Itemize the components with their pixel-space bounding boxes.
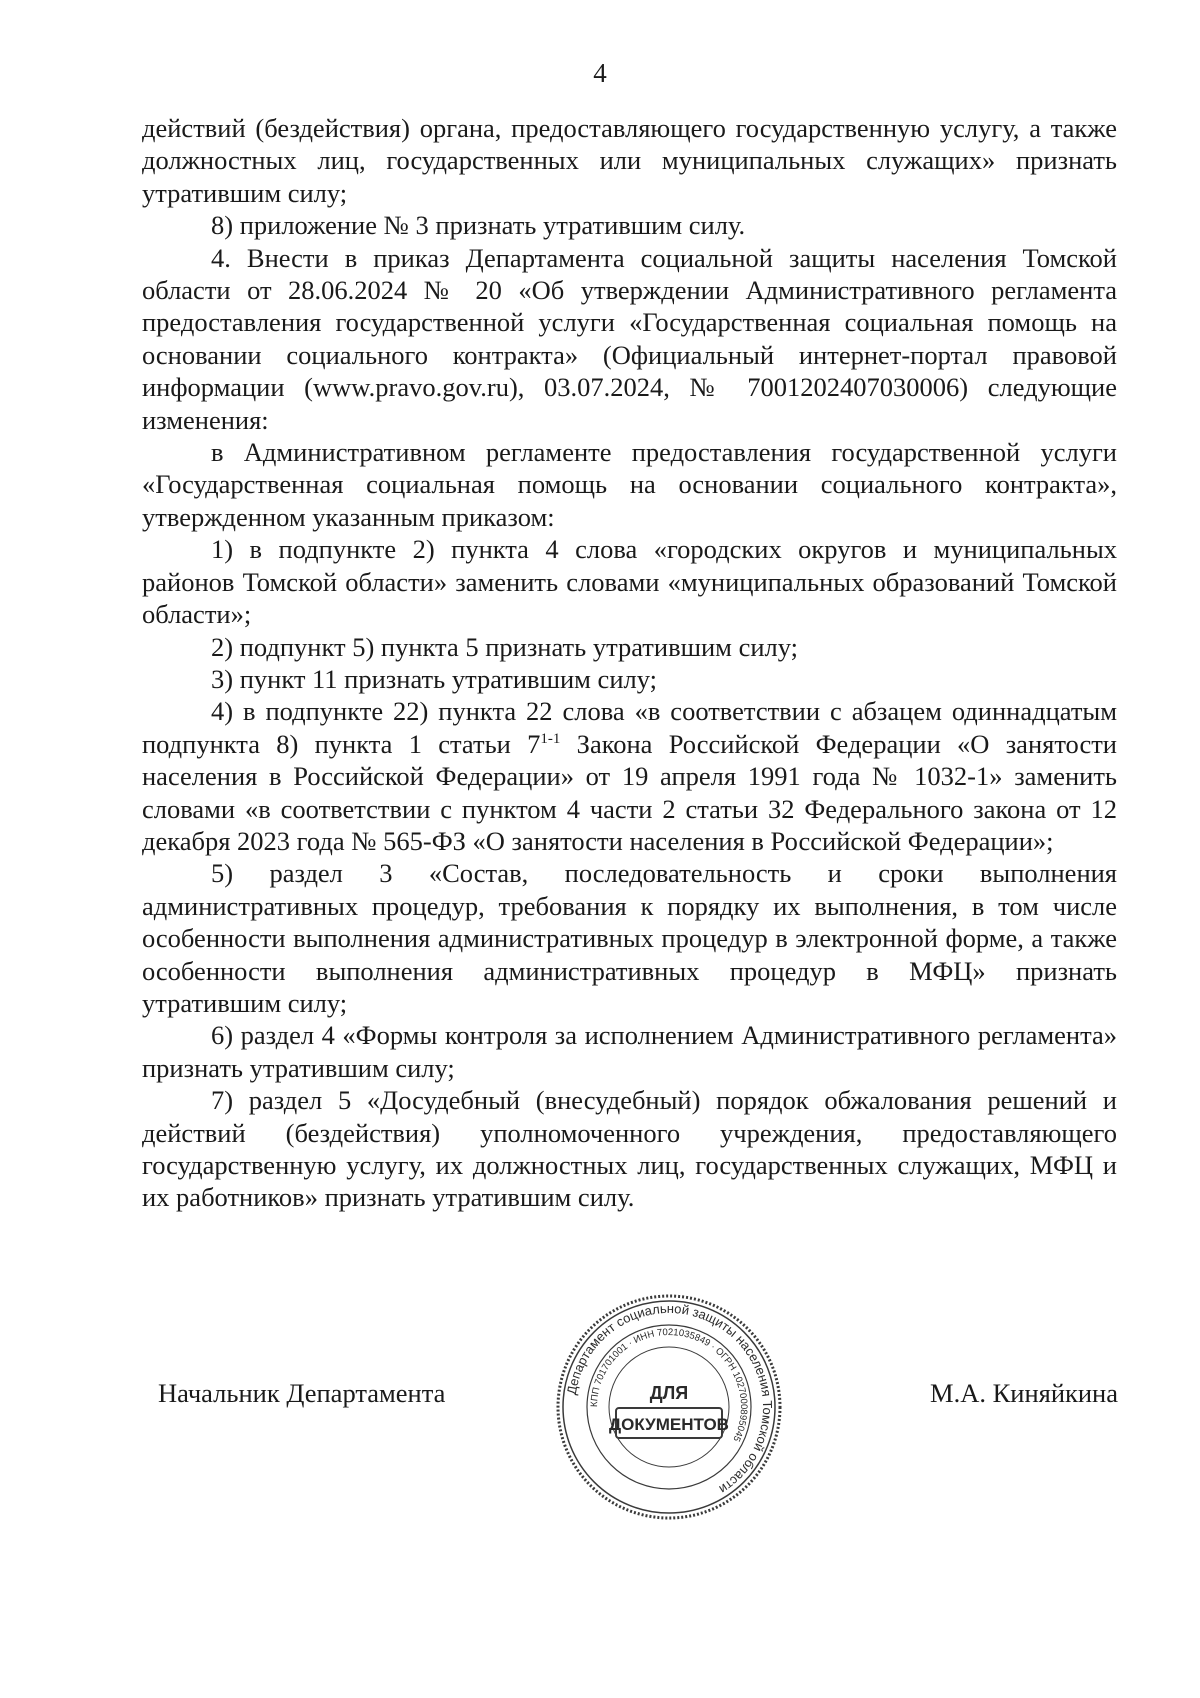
seal-center-line1: ДЛЯ bbox=[649, 1383, 689, 1403]
paragraph: 2) подпункт 5) пункта 5 признать утратившим силу; bbox=[211, 631, 798, 662]
seal-inner-text: КПП 701701001 · ИНН 7021035849 · ОГРН 1027000895045 bbox=[588, 1326, 750, 1444]
paragraph: 3) пункт 11 признать утратившим силу; bbox=[211, 663, 657, 694]
paragraph: 6) раздел 4 «Формы контроля за исполнением Административного регламента» признать утратившим силу; bbox=[142, 1020, 1117, 1083]
paragraph: 7) раздел 5 «Досудебный (внесудебный) порядок обжалования решений и действий (бездействия) уполномоченного учреждения, предоставляющего государственную услугу, их должностных лиц, государственных служащих, МФЦ и их работников» признать утратившим силу. bbox=[142, 1085, 1117, 1213]
paragraph: действий (бездействия) органа, предоставляющего государственную услугу, а также должностных лиц, государственных или муниципальных служащих» признать утратившим силу; bbox=[142, 113, 1117, 208]
seal-center-line2: ДОКУМЕНТОВ bbox=[609, 1415, 729, 1434]
superscript: 1-1 bbox=[540, 730, 561, 747]
paragraph: в Административном регламенте предоставления государственной услуги «Государственная социальная помощь на основании социального контракта», утвержденном указанным приказом: bbox=[142, 437, 1117, 532]
paragraph: 1) в подпункте 2) пункта 4 слова «городских округов и муниципальных районов Томской области» заменить словами «муниципальных образований Томской области»; bbox=[142, 534, 1117, 630]
seal-outer-text: Департамент социальной защиты населения Томской области bbox=[563, 1300, 776, 1498]
paragraph-part: 4) в подпункте 22) пункта 22 слова «в соответствии с абзацем одиннадцатым подпункта 8) пункта 1 статьи 7 bbox=[142, 696, 1117, 759]
document-body bbox=[142, 112, 1117, 1214]
paragraph: 4. Внести в приказ Департамента социальной защиты населения Томской области от 28.06.2024 № 20 «Об утверждении Административного регламента предоставления государственной услуги «Государственная социальная помощь на основании социального контракта» (Официальный интернет-портал правовой информации (www.pravo.gov.ru), 03.07.2024, № 7001202407030006) следующие изменения: bbox=[142, 242, 1117, 435]
page-number: 4 bbox=[593, 58, 607, 88]
signatory-title: Начальник Департамента bbox=[158, 1378, 446, 1408]
paragraph: 8) приложение № 3 признать утратившим силу. bbox=[211, 210, 746, 241]
paragraph-with-superscript bbox=[142, 695, 1117, 857]
official-seal bbox=[554, 1292, 784, 1522]
paragraph-part: Закона Российской Федерации «О занятости населения в Российской Федерации» от 19 апреля 1991 года № 1032-1» заменить словами «в соответствии с пунктом 4 части 2 статьи 32 Федерального закона от 12 декабря 2023 года № 565-ФЗ «О занятости населения в Российской Федерации»; bbox=[142, 728, 1117, 856]
paragraph: 5) раздел 3 «Состав, последовательность и сроки выполнения административных процедур, требования к порядку их выполнения, в том числе особенности выполнения административных процедур в электронной форме, а также особенности выполнения административных процедур в МФЦ» признать утратившим силу; bbox=[142, 858, 1117, 1018]
signatory-name: М.А. Киняйкина bbox=[930, 1378, 1118, 1408]
